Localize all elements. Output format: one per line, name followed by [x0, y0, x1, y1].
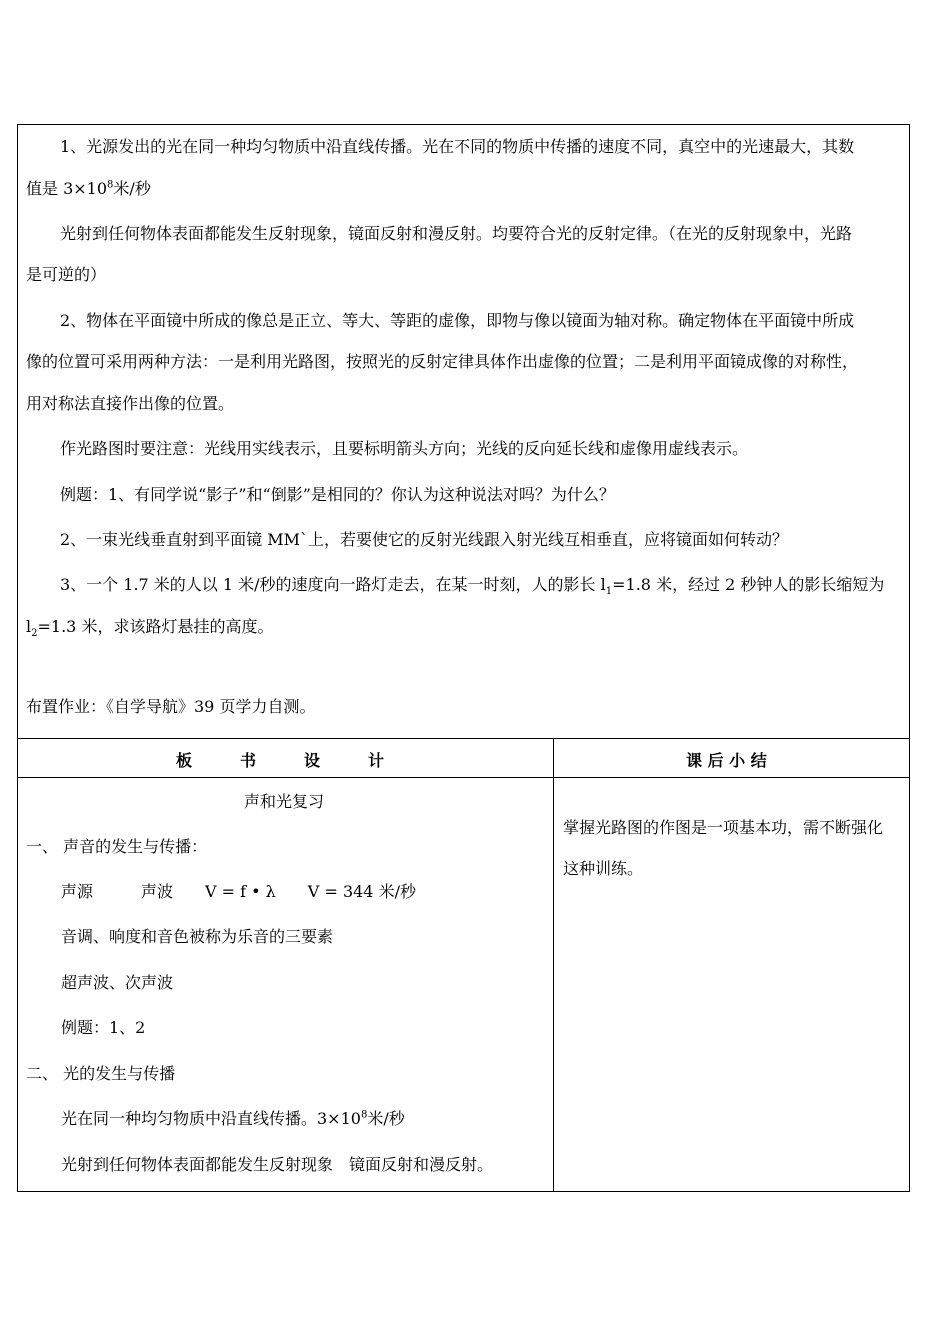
table-header-divider	[18, 777, 909, 778]
paragraph-reflection-line2: 是可逆的）	[26, 265, 107, 284]
board-title: 声和光复习	[244, 792, 325, 811]
example-question-3-line2: $l_2=1.3$ 米，求该路灯悬挂的高度。	[26, 617, 274, 640]
board-section-light: 二、 光的发生与传播	[26, 1064, 176, 1083]
paragraph-mirror-line3: 用对称法直接作出像的位置。	[26, 394, 235, 413]
paragraph-light-propagation-line1: 1、光源发出的光在同一种均匀物质中沿直线传播。光在不同的物质中传播的速度不同，真空中的光速最大，其数	[60, 137, 855, 156]
example-question-1: 例题：1、有同学说“影子”和“倒影”是相同的？你认为这种说法对吗？为什么？	[60, 485, 615, 504]
paragraph-mirror-line1: 2、物体在平面镜中所成的像总是正立、等大、等距的虚像，即物与像以镜面为轴对称。确定物体在平面镜中所成	[60, 311, 855, 330]
board-line-light-speed: 光在同一种均匀物质中沿直线传播。$3\times 10^8$米/秒	[61, 1109, 405, 1128]
board-summary-table	[17, 738, 910, 1192]
board-line-reflection: 光射到任何物体表面都能发生反射现象 镜面反射和漫反射。	[61, 1155, 494, 1174]
example-question-2: 2、一束光线垂直射到平面镜 MM`上，若要使它的反射光线跟入射光线互相垂直，应将镜面如何转动？	[60, 530, 789, 549]
paragraph-light-propagation-line2: 值是 $3\times 10^8$米/秒	[26, 179, 151, 198]
summary-text-line2: 这种训练。	[563, 859, 644, 878]
board-section-sound: 一、 声音的发生与传播：	[26, 837, 208, 856]
paragraph-mirror-line2: 像的位置可采用两种方法：一是利用光路图，按照光的反射定律具体作出虚像的位置；二是利用平面镜成像的对称性，	[26, 352, 859, 371]
board-line-sound-formula: 声源 声波 V = f • λ V = 344 米/秒	[61, 882, 416, 901]
paragraph-ray-diagram-note: 作光路图时要注意：光线用实线表示，且要标明箭头方向；光线的反向延长线和虚像用虚线表示。	[60, 439, 749, 458]
summary-text-line1: 掌握光路图的作图是一项基本功，需不断强化	[563, 818, 884, 837]
board-design-header: 板 书 设 计	[176, 751, 385, 770]
board-line-examples: 例题：1、2	[61, 1018, 146, 1037]
table-column-divider	[553, 739, 554, 1191]
board-line-tone-elements: 音调、响度和音色被称为乐音的三要素	[61, 927, 334, 946]
paragraph-reflection-line1: 光射到任何物体表面都能发生反射现象，镜面反射和漫反射。均要符合光的反射定律。（在光的反射现象中，光路	[60, 224, 853, 243]
board-line-ultrasound: 超声波、次声波	[61, 973, 174, 992]
example-question-3-line1: 3、一个 1.7 米的人以 1 米/秒的速度向一路灯走去，在某一时刻，人的影长 $l_1=1.8$ 米，经过 2 秒钟人的影长缩短为	[60, 575, 885, 598]
lesson-content-cell	[17, 124, 910, 739]
after-class-summary-header: 课 后 小 结	[686, 751, 767, 770]
homework-assignment: 布置作业：《自学导航》39 页学力自测。	[26, 697, 316, 716]
